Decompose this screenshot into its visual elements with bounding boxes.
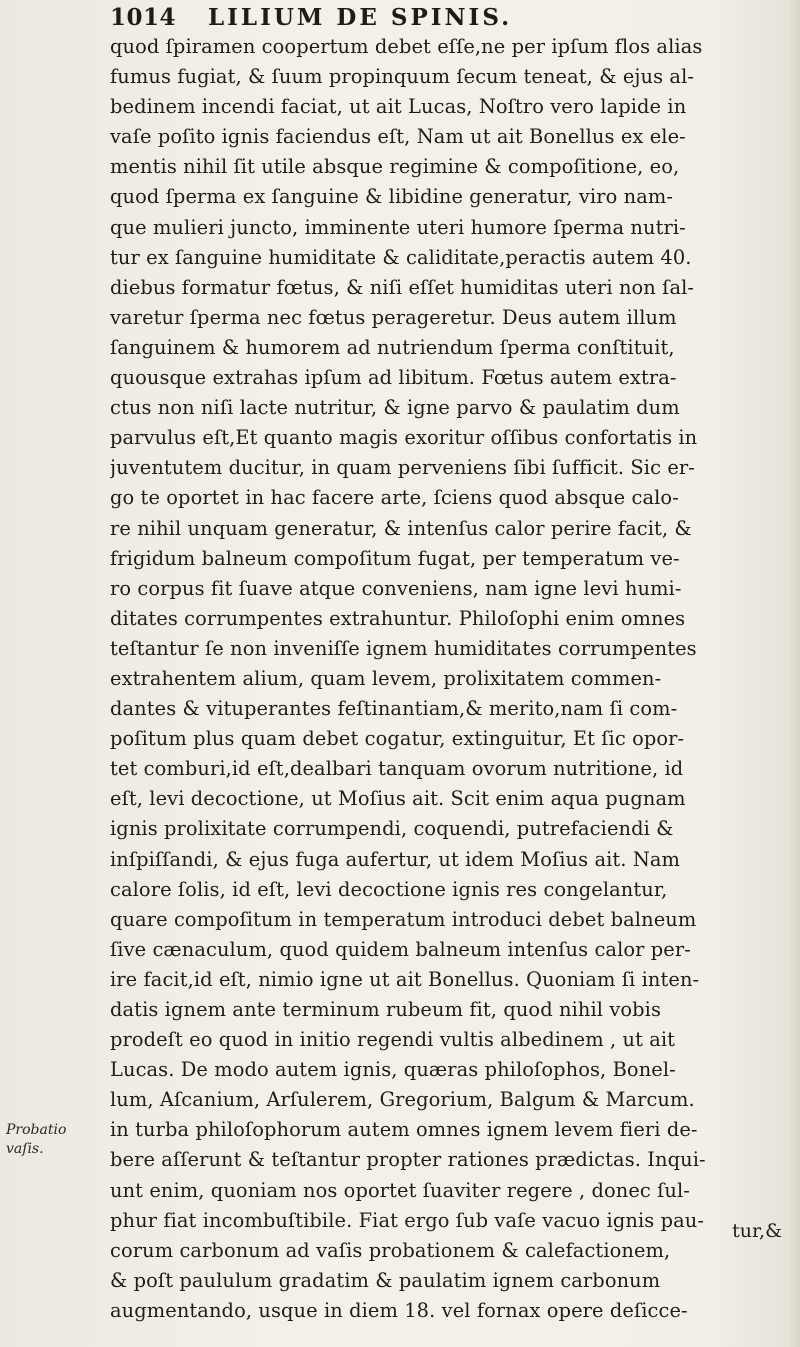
text-line: inſpiſſandi, & ejus fuga aufertur, ut idem Moſius ait. Nam bbox=[110, 847, 681, 871]
text-line: frigidum balneum compoſitum fugat, per temperatum ve- bbox=[110, 546, 680, 570]
text-line: extrahentem alium, quam levem, prolixitatem commen- bbox=[110, 666, 662, 690]
text-line: ire facit,id eſt, nimio igne ut ait Bonellus. Quoniam ſi inten- bbox=[110, 967, 700, 991]
text-line: fumus fugiat, & ſuum propinquum ſecum teneat, & ejus al- bbox=[110, 65, 695, 89]
margin-note-line: vaſis. bbox=[6, 1141, 44, 1157]
text-line: dantes & vituperantes feſtinantiam,& merito,nam ſi com- bbox=[110, 697, 678, 721]
margin-note-line: Probatio bbox=[6, 1122, 67, 1138]
margin-note bbox=[6, 1121, 96, 1159]
text-line: bedinem incendi faciat, ut ait Lucas, Noſtro vero lapide in bbox=[110, 95, 687, 119]
text-line: Lucas. De modo autem ignis, quæras philoſophos, Bonel- bbox=[110, 1058, 676, 1082]
text-line: juventutem ducitur, in quam perveniens ſibi ſufficit. Sic er- bbox=[110, 456, 695, 480]
text-line: mentis nihil ſit utile absque regimine & compoſitione, eo, bbox=[110, 155, 680, 179]
text-line: unt enim, quoniam nos oportet ſuaviter regere , donec ſul- bbox=[110, 1178, 690, 1202]
running-title: LILIUM DE SPINIS. bbox=[208, 4, 513, 31]
text-line: quousque extrahas ipſum ad libitum. Fœtus autem extra- bbox=[110, 366, 677, 390]
text-line: ignis prolixitate corrumpendi, coquendi, putrefaciendi & bbox=[110, 817, 674, 841]
text-line: tet comburi,id eſt,dealbari tanquam ovorum nutritione, id bbox=[110, 757, 684, 781]
text-line: tur ex ſanguine humiditate & caliditate,peractis autem 40. bbox=[110, 245, 692, 269]
text-line: & poſt paululum gradatim & paulatim ignem carbonum bbox=[110, 1268, 661, 1292]
text-line: phur fiat incombuſtibile. Fiat ergo ſub vaſe vacuo ignis pau- bbox=[110, 1208, 704, 1232]
text-line: in turba philoſophorum autem omnes ignem levem fieri de- bbox=[110, 1118, 698, 1142]
text-line: calore ſolis, id eſt, levi decoctione ignis res congelantur, bbox=[110, 877, 668, 901]
text-line: bere aſſerunt & teſtantur propter rationes prædictas. Inqui- bbox=[110, 1148, 706, 1172]
text-line: quod ſperma ex ſanguine & libidine generatur, viro nam- bbox=[110, 185, 673, 209]
text-line: teſtantur ſe non inveniſſe ignem humiditates corrumpentes bbox=[110, 636, 697, 660]
text-line: lum, Aſcanium, Arſulerem, Gregorium, Balgum & Marcum. bbox=[110, 1088, 695, 1112]
text-line: varetur ſperma nec fœtus perageretur. Deus autem illum bbox=[110, 305, 677, 329]
text-line: diebus formatur fœtus, & niſi eſſet humiditas uteri non ſal- bbox=[110, 275, 695, 299]
text-line: vaſe poſito ignis faciendus eſt, Nam ut ait Bonellus ex ele- bbox=[110, 125, 686, 149]
text-line: prodeſt eo quod in initio regendi vultis albedinem , ut ait bbox=[110, 1028, 676, 1052]
body-text bbox=[110, 32, 786, 1326]
page-edge-shadow bbox=[788, 0, 800, 1347]
text-line: poſitum plus quam debet cogatur, extinguitur, Et ſic opor- bbox=[110, 727, 685, 751]
text-line: quare compoſitum in temperatum introduci debet balneum bbox=[110, 907, 697, 931]
text-line: ro corpus fit ſuave atque conveniens, nam igne levi humi- bbox=[110, 576, 682, 600]
text-line: corum carbonum ad vaſis probationem & calefactionem, bbox=[110, 1238, 671, 1262]
text-line: ditates corrumpentes extrahuntur. Philoſophi enim omnes bbox=[110, 606, 686, 630]
text-line: parvulus eſt,Et quanto magis exoritur oſſibus confortatis in bbox=[110, 426, 698, 450]
catchword: tur,& bbox=[732, 1220, 782, 1242]
text-line: augmentando, usque in diem 18. vel fornax opere deſicce- bbox=[110, 1298, 688, 1322]
text-line: eſt, levi decoctione, ut Moſius ait. Scit enim aqua pugnam bbox=[110, 787, 686, 811]
page-number: 1014 bbox=[110, 4, 177, 31]
text-line: ſive cænaculum, quod quidem balneum intenſus calor per- bbox=[110, 937, 691, 961]
text-line: ctus non niſi lacte nutritur, & igne parvo & paulatim dum bbox=[110, 396, 680, 420]
text-line: quod ſpiramen coopertum debet eſſe,ne per ipſum flos alias bbox=[110, 35, 703, 58]
text-line: datis ignem ante terminum rubeum fit, quod nihil vobis bbox=[110, 998, 662, 1021]
text-line: que mulieri juncto, imminente uteri humore ſperma nutri- bbox=[110, 215, 686, 239]
text-line: go te oportet in hac facere arte, ſciens quod absque calo- bbox=[110, 486, 679, 510]
text-line: re nihil unquam generatur, & intenſus calor perire facit, & bbox=[110, 516, 692, 540]
text-line: ſanguinem & humorem ad nutriendum ſperma conſtituit, bbox=[110, 335, 675, 359]
page-header bbox=[110, 0, 770, 30]
